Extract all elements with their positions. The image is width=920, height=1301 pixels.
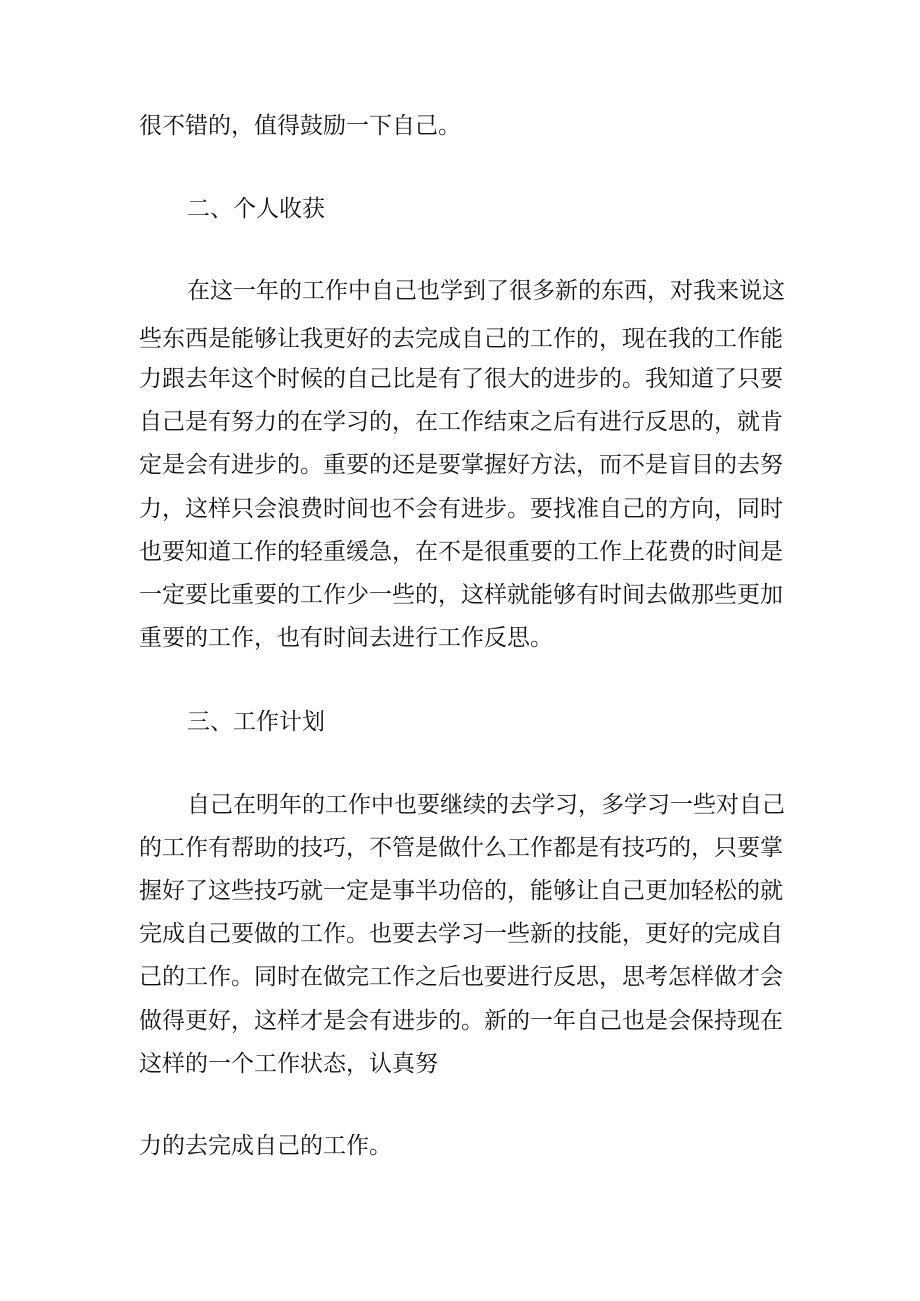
paragraph-line: 力跟去年这个时候的自己比是有了很大的进步的。我知道了只要 (139, 366, 783, 392)
paragraph-line: 己的工作。同时在做完工作之后也要进行反思，思考怎样做才会 (139, 964, 783, 990)
paragraph-line: 力的去完成自己的工作。 (139, 1133, 392, 1159)
section-heading-personal-gains: 二、个人收获 (187, 196, 325, 222)
paragraph-line: 定是会有进步的。重要的还是要掌握好方法，而不是盲目的去努 (139, 452, 783, 478)
paragraph-line: 握好了这些技巧就一定是事半功倍的，能够让自己更加轻松的就 (139, 878, 783, 904)
paragraph-line: 完成自己要做的工作。也要去学习一些新的技能，更好的完成自 (139, 921, 783, 947)
paragraph-line: 自己是有努力的在学习的，在工作结束之后有进行反思的，就肯 (139, 409, 783, 435)
paragraph-line: 的工作有帮助的技巧，不管是做什么工作都是有技巧的，只要掌 (139, 835, 783, 861)
paragraph-line: 在这一年的工作中自己也学到了很多新的东西，对我来说这 (187, 278, 785, 304)
paragraph-line: 力，这样只会浪费时间也不会有进步。要找准自己的方向，同时 (139, 496, 783, 522)
section-heading-work-plan: 三、工作计划 (187, 709, 325, 735)
paragraph-line: 也要知道工作的轻重缓急，在不是很重要的工作上花费的时间是 (139, 539, 783, 565)
paragraph-line: 重要的工作，也有时间去进行工作反思。 (139, 625, 553, 651)
paragraph-line: 些东西是能够让我更好的去完成自己的工作的，现在我的工作能 (139, 326, 783, 352)
paragraph-line: 很不错的，值得鼓励一下自己。 (139, 113, 461, 139)
paragraph-line: 自己在明年的工作中也要继续的去学习，多学习一些对自己 (187, 792, 785, 818)
paragraph-line: 做得更好，这样才是会有进步的。新的一年自己也是会保持现在 (139, 1008, 783, 1034)
paragraph-line: 一定要比重要的工作少一些的，这样就能够有时间去做那些更加 (139, 582, 783, 608)
paragraph-line: 这样的一个工作状态，认真努 (139, 1051, 438, 1077)
